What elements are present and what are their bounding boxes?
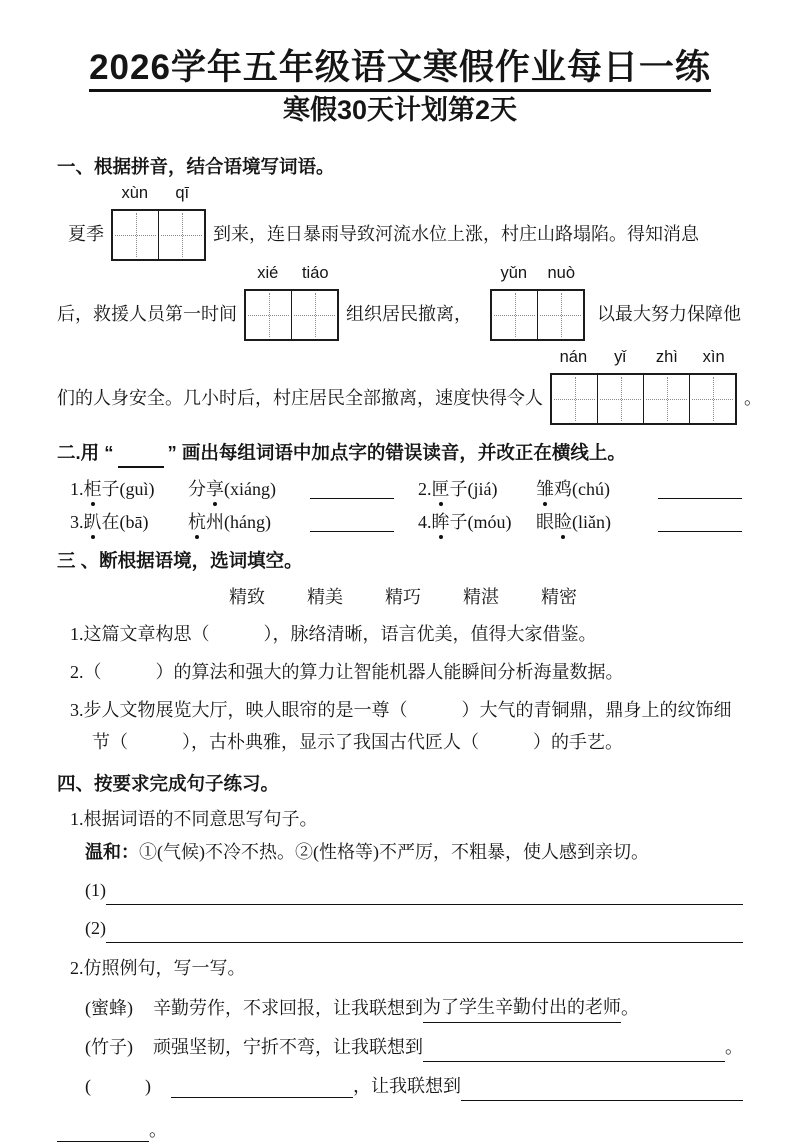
passage-text: 组织居民撤离， bbox=[346, 304, 472, 325]
dotted-char: 雏 bbox=[536, 476, 554, 502]
pinyin-label bbox=[244, 265, 339, 282]
passage-text: 夏季 bbox=[68, 224, 104, 245]
word-bank bbox=[229, 584, 743, 612]
tianzige-cell[interactable] bbox=[291, 291, 337, 339]
pinyin-syllable: nán bbox=[559, 348, 588, 367]
pinyin-writing-box-xun-qi[interactable] bbox=[111, 184, 206, 261]
heading-text: ” 画出每组词语中加点字的错误读音，并改正在横线上。 bbox=[167, 442, 626, 464]
definition-line bbox=[85, 839, 743, 867]
tianzige-cell[interactable] bbox=[597, 375, 643, 423]
sentence-task-1: 1.根据词语的不同意思写句子。 bbox=[70, 808, 318, 829]
passage-line-2 bbox=[57, 264, 743, 341]
correction-blank[interactable] bbox=[658, 513, 742, 532]
pinyin-syllable: zhì bbox=[655, 348, 678, 367]
section-1-heading: 一、根据拼音，结合语境写词语。 bbox=[57, 155, 335, 177]
passage-line-3 bbox=[57, 348, 762, 425]
fill-item-1: 1.这篇文章构思（ ），脉络清晰，语言优美，值得大家借鉴。 bbox=[70, 623, 597, 644]
example-text: 辛勤劳作，不求回报，让我联想到 bbox=[153, 998, 423, 1019]
word-group bbox=[188, 476, 310, 502]
word-text: 子(jiá) bbox=[449, 478, 498, 499]
practice-blank[interactable] bbox=[57, 1123, 149, 1142]
section-1 bbox=[57, 153, 762, 426]
practice-line-bamboo bbox=[85, 1034, 743, 1062]
definition-text: ①(气候)不冷不热。②(性格等)不严厉，不粗暴，使人感到亲切。 bbox=[139, 842, 649, 863]
word-text: 鸡(chú) bbox=[554, 478, 610, 499]
practice-text: 。 bbox=[149, 1119, 167, 1140]
fill-item-2: 2.（ ）的算法和强大的算力让智能机器人能瞬间分析海量数据。 bbox=[70, 661, 624, 682]
pinyin-syllable: nuò bbox=[547, 264, 576, 283]
passage-text: 到来，连日暴雨导致河流水位上涨，村庄山路塌陷。得知消息 bbox=[213, 224, 699, 245]
tianzige-cell[interactable] bbox=[552, 375, 597, 423]
word-group bbox=[418, 476, 536, 502]
word-text: 在(bā) bbox=[101, 512, 149, 533]
section-4 bbox=[57, 770, 743, 1145]
practice-text: 。 bbox=[725, 1037, 743, 1058]
word-text: 州(háng) bbox=[206, 512, 271, 533]
tianzige-cell[interactable] bbox=[537, 291, 583, 339]
practice-line-tail bbox=[57, 1117, 743, 1145]
fill-item-3: 3.步人文物展览大厅，映人眼帘的是一尊（ ）大气的青铜鼎，鼎身上的纹饰细节（ ），古朴典雅，显示了我国古代匠人（ ）的手艺。 bbox=[70, 699, 732, 752]
word-text: 子(móu) bbox=[449, 512, 512, 533]
section-4-heading: 四、按要求完成句子练习。 bbox=[57, 772, 280, 794]
definition-word: 温和： bbox=[85, 842, 139, 863]
word-bank-option: 精巧 bbox=[385, 586, 421, 607]
answer-line-2 bbox=[85, 919, 743, 943]
section-2-items bbox=[70, 476, 743, 535]
heading-text: 二.用 “ bbox=[57, 442, 114, 464]
word-text: (liǎn) bbox=[572, 512, 611, 533]
example-line-bee bbox=[85, 994, 743, 1023]
pronunciation-item-3 bbox=[70, 509, 418, 535]
pinyin-writing-box-yun-nuo[interactable] bbox=[490, 264, 585, 341]
passage-text: 后，救援人员第一时间 bbox=[57, 304, 237, 325]
correction-blank[interactable] bbox=[310, 513, 394, 532]
section-2-heading bbox=[57, 439, 743, 468]
answer-blank[interactable] bbox=[106, 886, 743, 905]
passage-line-1 bbox=[57, 184, 743, 261]
pinyin-syllable: xié bbox=[257, 264, 279, 283]
title-block bbox=[57, 48, 743, 127]
pinyin-syllable: xìn bbox=[702, 348, 725, 367]
word-group bbox=[70, 476, 188, 502]
practice-blank[interactable] bbox=[461, 1082, 743, 1101]
word-text: 分 bbox=[188, 478, 206, 499]
practice-subject: (竹子) bbox=[85, 1037, 133, 1058]
pinyin-syllable: yǐ bbox=[614, 348, 627, 367]
dotted-char: 杭 bbox=[188, 509, 206, 535]
page-title: 2026学年五年级语文寒假作业每日一练 bbox=[89, 48, 711, 92]
word-text: (xiáng) bbox=[224, 478, 276, 499]
word-bank-option: 精密 bbox=[541, 586, 577, 607]
answer-label: (2) bbox=[85, 918, 106, 939]
correction-blank[interactable] bbox=[310, 480, 394, 499]
tianzige-cells bbox=[550, 373, 737, 425]
practice-text: ，让我联想到 bbox=[353, 1075, 461, 1096]
answer-blank[interactable] bbox=[106, 924, 743, 943]
sentence-task-2: 2.仿照例句，写一写。 bbox=[70, 958, 246, 979]
passage-text: 。 bbox=[744, 388, 762, 409]
item-number: 3. bbox=[70, 512, 84, 533]
word-group bbox=[418, 509, 536, 535]
dotted-char: 睑 bbox=[554, 509, 572, 535]
item-number: 2. bbox=[418, 478, 432, 499]
word-group bbox=[188, 509, 310, 535]
page-subtitle: 寒假30天计划第2天 bbox=[282, 95, 518, 126]
example-underlined-answer: 为了学生辛勤付出的老师 bbox=[423, 994, 621, 1023]
pinyin-syllable: qī bbox=[175, 184, 190, 203]
item-number: 4. bbox=[418, 512, 432, 533]
pinyin-syllable: xùn bbox=[121, 184, 149, 203]
answer-label: (1) bbox=[85, 880, 106, 901]
practice-subject-blank: ( ) bbox=[85, 1075, 151, 1096]
pinyin-syllable: yǔn bbox=[500, 264, 528, 283]
pinyin-writing-box-xie-tiao[interactable] bbox=[244, 264, 339, 341]
word-group bbox=[70, 509, 188, 535]
tianzige-cell[interactable] bbox=[246, 291, 291, 339]
practice-blank[interactable] bbox=[423, 1043, 725, 1062]
tianzige-cell[interactable] bbox=[158, 211, 204, 259]
word-text: 眼 bbox=[536, 512, 554, 533]
correction-blank[interactable] bbox=[658, 480, 742, 499]
pronunciation-item-2 bbox=[418, 476, 743, 502]
pronunciation-item-1 bbox=[70, 476, 418, 502]
item-number: 1. bbox=[70, 478, 84, 499]
tianzige-cells bbox=[244, 289, 339, 341]
pinyin-label bbox=[490, 265, 585, 282]
dotted-char: 趴 bbox=[84, 509, 102, 535]
word-bank-option: 精湛 bbox=[463, 586, 499, 607]
dotted-char: 享 bbox=[206, 476, 224, 502]
pinyin-label bbox=[550, 349, 737, 366]
example-subject: (蜜蜂) bbox=[85, 998, 133, 1019]
tianzige-cell[interactable] bbox=[689, 375, 735, 423]
underline-mark bbox=[118, 447, 164, 468]
word-group bbox=[536, 509, 658, 535]
word-group bbox=[536, 476, 658, 502]
passage-text: 以最大努力保障他 bbox=[597, 304, 741, 325]
answer-line-1 bbox=[85, 881, 743, 905]
pinyin-syllable: tiáo bbox=[301, 264, 329, 283]
tianzige-cells bbox=[111, 209, 206, 261]
section-3-heading: 三 、断根据语境，选词填空。 bbox=[57, 550, 303, 572]
pinyin-label bbox=[111, 185, 206, 202]
tianzige-cell[interactable] bbox=[492, 291, 537, 339]
section-3 bbox=[57, 547, 743, 758]
example-text: 。 bbox=[621, 998, 639, 1019]
practice-text: 顽强坚韧，宁折不弯，让我联想到 bbox=[153, 1037, 423, 1058]
practice-blank[interactable] bbox=[171, 1079, 353, 1098]
pinyin-writing-box-nan-yi-zhi-xin[interactable] bbox=[550, 348, 737, 425]
tianzige-cells bbox=[490, 289, 585, 341]
passage-text: 们的人身安全。几小时后，村庄居民全部撤离，速度快得令人 bbox=[57, 388, 543, 409]
pronunciation-item-4 bbox=[418, 509, 743, 535]
practice-line-open bbox=[85, 1073, 743, 1101]
word-bank-option: 精致 bbox=[229, 586, 265, 607]
tianzige-cell[interactable] bbox=[643, 375, 689, 423]
tianzige-cell[interactable] bbox=[113, 211, 158, 259]
word-bank-option: 精美 bbox=[307, 586, 343, 607]
dotted-char: 眸 bbox=[432, 509, 450, 535]
dotted-char: 柜 bbox=[84, 476, 102, 502]
section-2 bbox=[57, 439, 743, 535]
dotted-char: 匣 bbox=[432, 476, 450, 502]
word-text: 子(guì) bbox=[101, 478, 155, 499]
